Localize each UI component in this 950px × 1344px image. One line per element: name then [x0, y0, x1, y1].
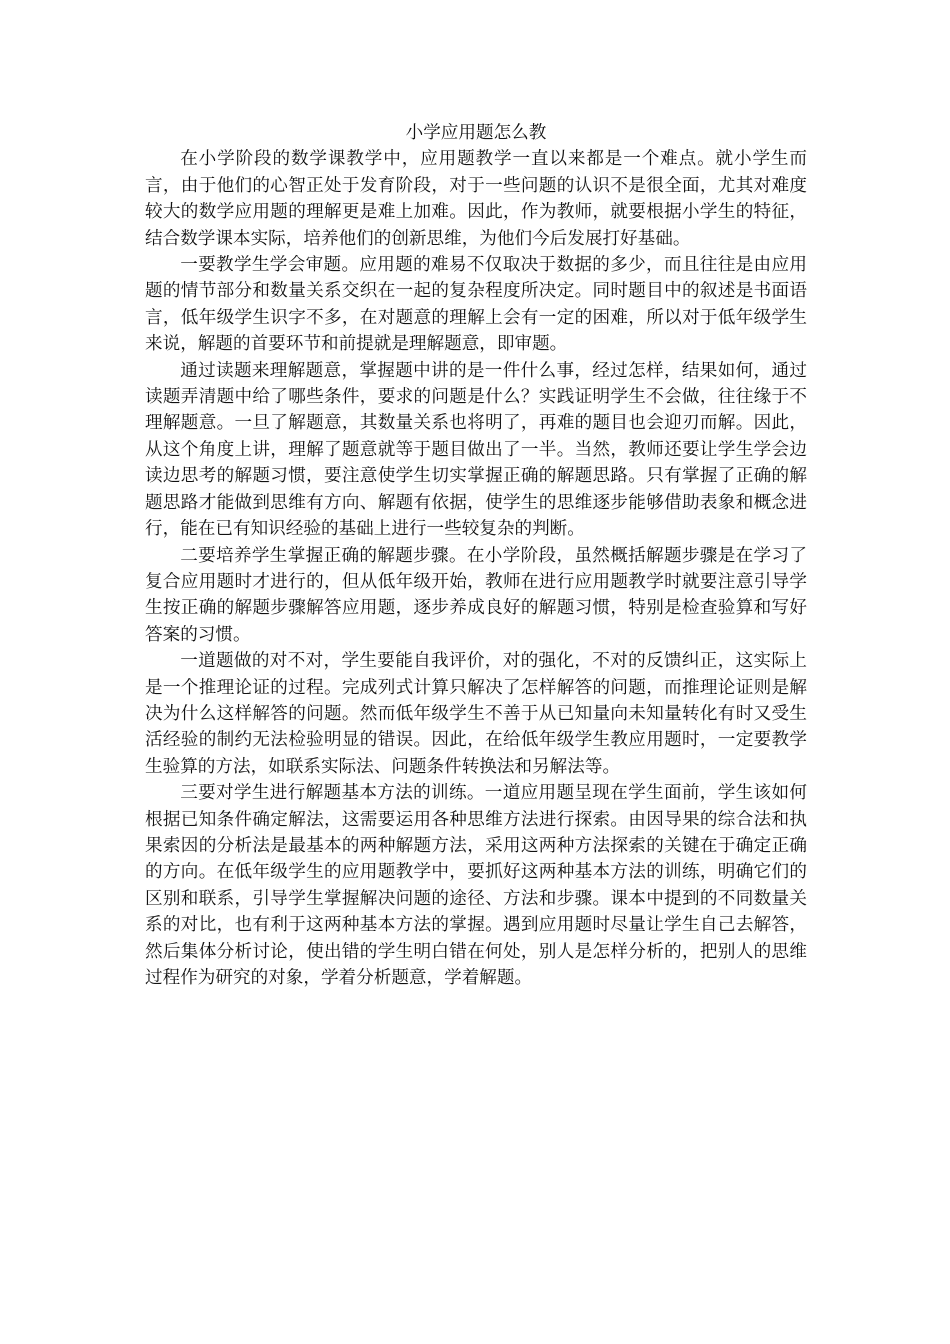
paragraph-self-evaluation: 一道题做的对不对，学生要能自我评价，对的强化，不对的反馈纠正，这实际上是一个推理论证的过程。完成列式计算只解决了怎样解答的问题，而推理论证则是解决为什么这样解答的问题。然而低年级学生不善于从已知量向未知量转化有时又受生活经验的制约无法检验明显的错误。因此，在给低年级学生教应用题时，一定要教学生验算的方法，如联系实际法、问题条件转换法和另解法等。: [145, 651, 807, 777]
paragraph-solving-steps: 二要培养学生掌握正确的解题步骤。在小学阶段，虽然概括解题步骤是在学习了复合应用题时才进行的，但从低年级开始，教师在进行应用题教学时就要注意引导学生按正确的解题步骤解答应用题，逐步养成良好的解题习惯，特别是检查验算和写好答案的习惯。: [145, 545, 807, 645]
paragraph-basic-methods: 三要对学生进行解题基本方法的训练。一道应用题呈现在学生面前，学生该如何根据已知条件确定解法，这需要运用各种思维方法进行探索。由因导果的综合法和执果索因的分析法是最基本的两种解题方法，采用这两种方法探索的关键在于确定正确的方向。在低年级学生的应用题教学中，要抓好这两种基本方法的训练，明确它们的区别和联系，引导学生掌握解决问题的途径、方法和步骤。课本中提到的不同数量关系的对比，也有利于这两种基本方法的掌握。遇到应用题时尽量让学生自己去解答，然后集体分析讨论，使出错的学生明白错在何处，别人是怎样分析的，把别人的思维过程作为研究的对象，学着分析题意，学着解题。: [145, 783, 807, 988]
document-body: [145, 120, 807, 991]
paragraph-review-question: 一要教学生学会审题。应用题的难易不仅取决于数据的多少，而且往往是由应用题的情节部分和数量关系交织在一起的复杂程度所决定。同时题目中的叙述是书面语言，低年级学生识字不多，在对题意的理解上会有一定的困难，所以对于低年级学生来说，解题的首要环节和前提就是理解题意，即审题。: [145, 255, 807, 355]
paragraph-intro: 在小学阶段的数学课教学中，应用题教学一直以来都是一个难点。就小学生而言，由于他们的心智正处于发育阶段，对于一些问题的认识不是很全面，尤其对难度较大的数学应用题的理解更是难上加难。因此，作为教师，就要根据小学生的特征，结合数学课本实际，培养他们的创新思维，为他们今后发展打好基础。: [145, 149, 807, 249]
document-title: 小学应用题怎么教: [405, 123, 547, 143]
paragraph-read-question: 通过读题来理解题意，掌握题中讲的是一件什么事，经过怎样，结果如何，通过读题弄清题中给了哪些条件，要求的问题是什么？实践证明学生不会做，往往缘于不理解题意。一旦了解题意，其数量关系也将明了，再难的题目也会迎刃而解。因此，从这个角度上讲，理解了题意就等于题目做出了一半。当然，教师还要让学生学会边读边思考的解题习惯，要注意使学生切实掌握正确的解题思路。只有掌握了正确的解题思路才能做到思维有方向、解题有依据，使学生的思维逐步能够借助表象和概念进行，能在已有知识经验的基础上进行一些较复杂的判断。: [145, 360, 807, 540]
